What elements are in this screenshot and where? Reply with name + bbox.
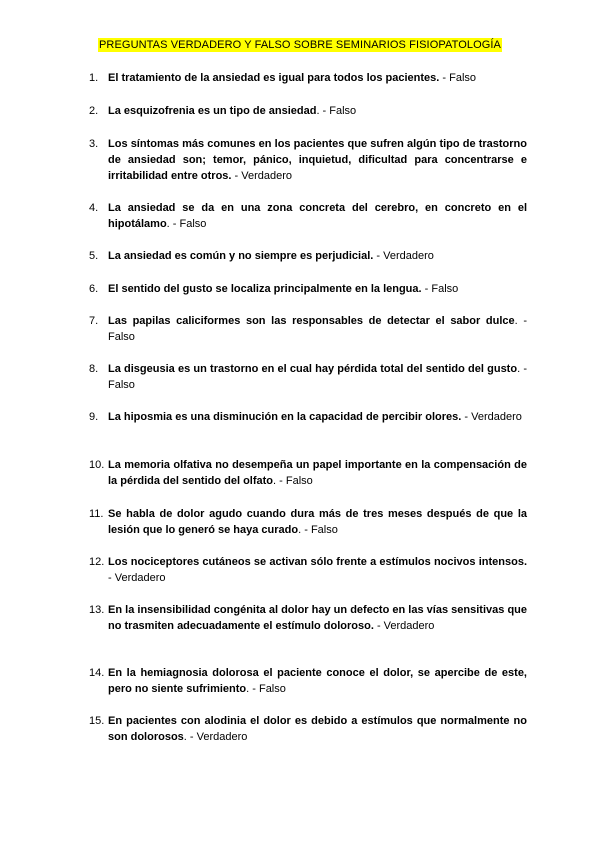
question-text	[108, 70, 527, 86]
question-answer: . - Falso	[246, 683, 286, 695]
question-answer: - Falso	[421, 283, 459, 295]
question-statement: La ansiedad es común y no siempre es perjudicial.	[108, 250, 374, 262]
question-statement: El sentido del gusto se localiza principalmente en la lengua.	[108, 283, 422, 295]
question-answer: . - Falso	[316, 105, 357, 117]
question-number: 2.	[89, 105, 99, 117]
question-number: 8.	[89, 363, 99, 375]
question-number: 14.	[89, 667, 105, 679]
question-answer: . - Falso	[108, 363, 527, 391]
question-number: 13.	[89, 604, 105, 616]
question-item	[0, 248, 600, 264]
title-container	[0, 35, 600, 53]
question-answer: . - Falso	[108, 315, 527, 343]
question-text	[108, 248, 527, 264]
question-answer: . - Falso	[273, 475, 313, 487]
question-text	[108, 506, 527, 538]
question-item	[0, 554, 600, 586]
question-text	[108, 281, 527, 297]
question-number: 1.	[89, 72, 99, 84]
question-text	[108, 602, 527, 634]
question-statement: La memoria olfativa no desempeña un papel importante en la compensación de la pérdida del sentido del olfato	[108, 459, 527, 487]
question-item	[0, 602, 600, 634]
question-answer: . - Falso	[166, 218, 207, 230]
question-statement: Los síntomas más comunes en los pacientes que sufren algún tipo de trastorno de ansiedad son; temor, pánico, inquietud, dificultad para concentrarse e irritabilidad entre otros.	[108, 138, 527, 182]
question-answer: - Verdadero	[461, 411, 522, 423]
question-statement: La ansiedad se da en una zona concreta del cerebro, en concreto en el hipotálamo	[108, 202, 527, 230]
question-item	[0, 506, 600, 538]
question-item	[0, 70, 600, 86]
question-number: 4.	[89, 202, 99, 214]
question-statement: Los nociceptores cutáneos se activan sólo frente a estímulos nocivos intensos.	[108, 556, 527, 568]
question-item	[0, 200, 600, 232]
question-text	[108, 103, 527, 119]
question-item	[0, 313, 600, 345]
question-number: 10.	[89, 459, 105, 471]
question-answer: - Verdadero	[373, 250, 434, 262]
question-text	[108, 665, 527, 697]
question-statement: Se habla de dolor agudo cuando dura más de tres meses después de que la lesión que lo generó se haya curado	[108, 508, 527, 536]
question-text	[108, 457, 527, 489]
document-title: PREGUNTAS VERDADERO Y FALSO SOBRE SEMINARIOS FISIOPATOLOGÍA	[99, 39, 501, 51]
question-text	[108, 554, 527, 586]
question-statement: Las papilas caliciformes son las responsables de detectar el sabor dulce	[108, 315, 515, 327]
question-answer: . - Falso	[298, 524, 338, 536]
question-answer: - Verdadero	[108, 572, 166, 584]
question-text	[108, 361, 527, 393]
question-text	[108, 313, 527, 345]
question-statement: En la insensibilidad congénita al dolor hay un defecto en las vías sensitivas que no trasmiten adecuadamente el estímulo doloroso.	[108, 604, 527, 632]
question-number: 3.	[89, 138, 99, 150]
question-text	[108, 136, 527, 184]
question-item	[0, 665, 600, 697]
question-number: 7.	[89, 315, 99, 327]
question-statement: La hiposmia es una disminución en la capacidad de percibir olores.	[108, 411, 462, 423]
question-number: 5.	[89, 250, 99, 262]
question-number: 9.	[89, 411, 99, 423]
question-answer: - Verdadero	[373, 620, 435, 632]
question-item	[0, 409, 600, 425]
question-text	[108, 409, 527, 425]
question-number: 6.	[89, 283, 99, 295]
question-statement: El tratamiento de la ansiedad es igual para todos los pacientes.	[108, 72, 440, 84]
question-item	[0, 713, 600, 745]
question-answer: - Verdadero	[231, 170, 293, 182]
question-statement: La disgeusia es un trastorno en el cual hay pérdida total del sentido del gusto	[108, 363, 518, 375]
question-item	[0, 361, 600, 393]
question-answer: . - Verdadero	[183, 731, 248, 743]
question-text	[108, 200, 527, 232]
question-number: 15.	[89, 715, 105, 727]
question-number: 11.	[89, 508, 104, 520]
question-item	[0, 103, 600, 119]
question-text	[108, 713, 527, 745]
question-item	[0, 281, 600, 297]
question-statement: En la hemiagnosia dolorosa el paciente conoce el dolor, se apercibe de este, pero no siente sufrimiento	[108, 667, 527, 695]
question-statement: La esquizofrenia es un tipo de ansiedad	[108, 105, 317, 117]
question-statement: En pacientes con alodinia el dolor es debido a estímulos que normalmente no son dolorosos	[108, 715, 527, 743]
question-number: 12.	[89, 556, 105, 568]
question-item	[0, 136, 600, 184]
question-item	[0, 457, 600, 489]
question-answer: - Falso	[439, 72, 477, 84]
